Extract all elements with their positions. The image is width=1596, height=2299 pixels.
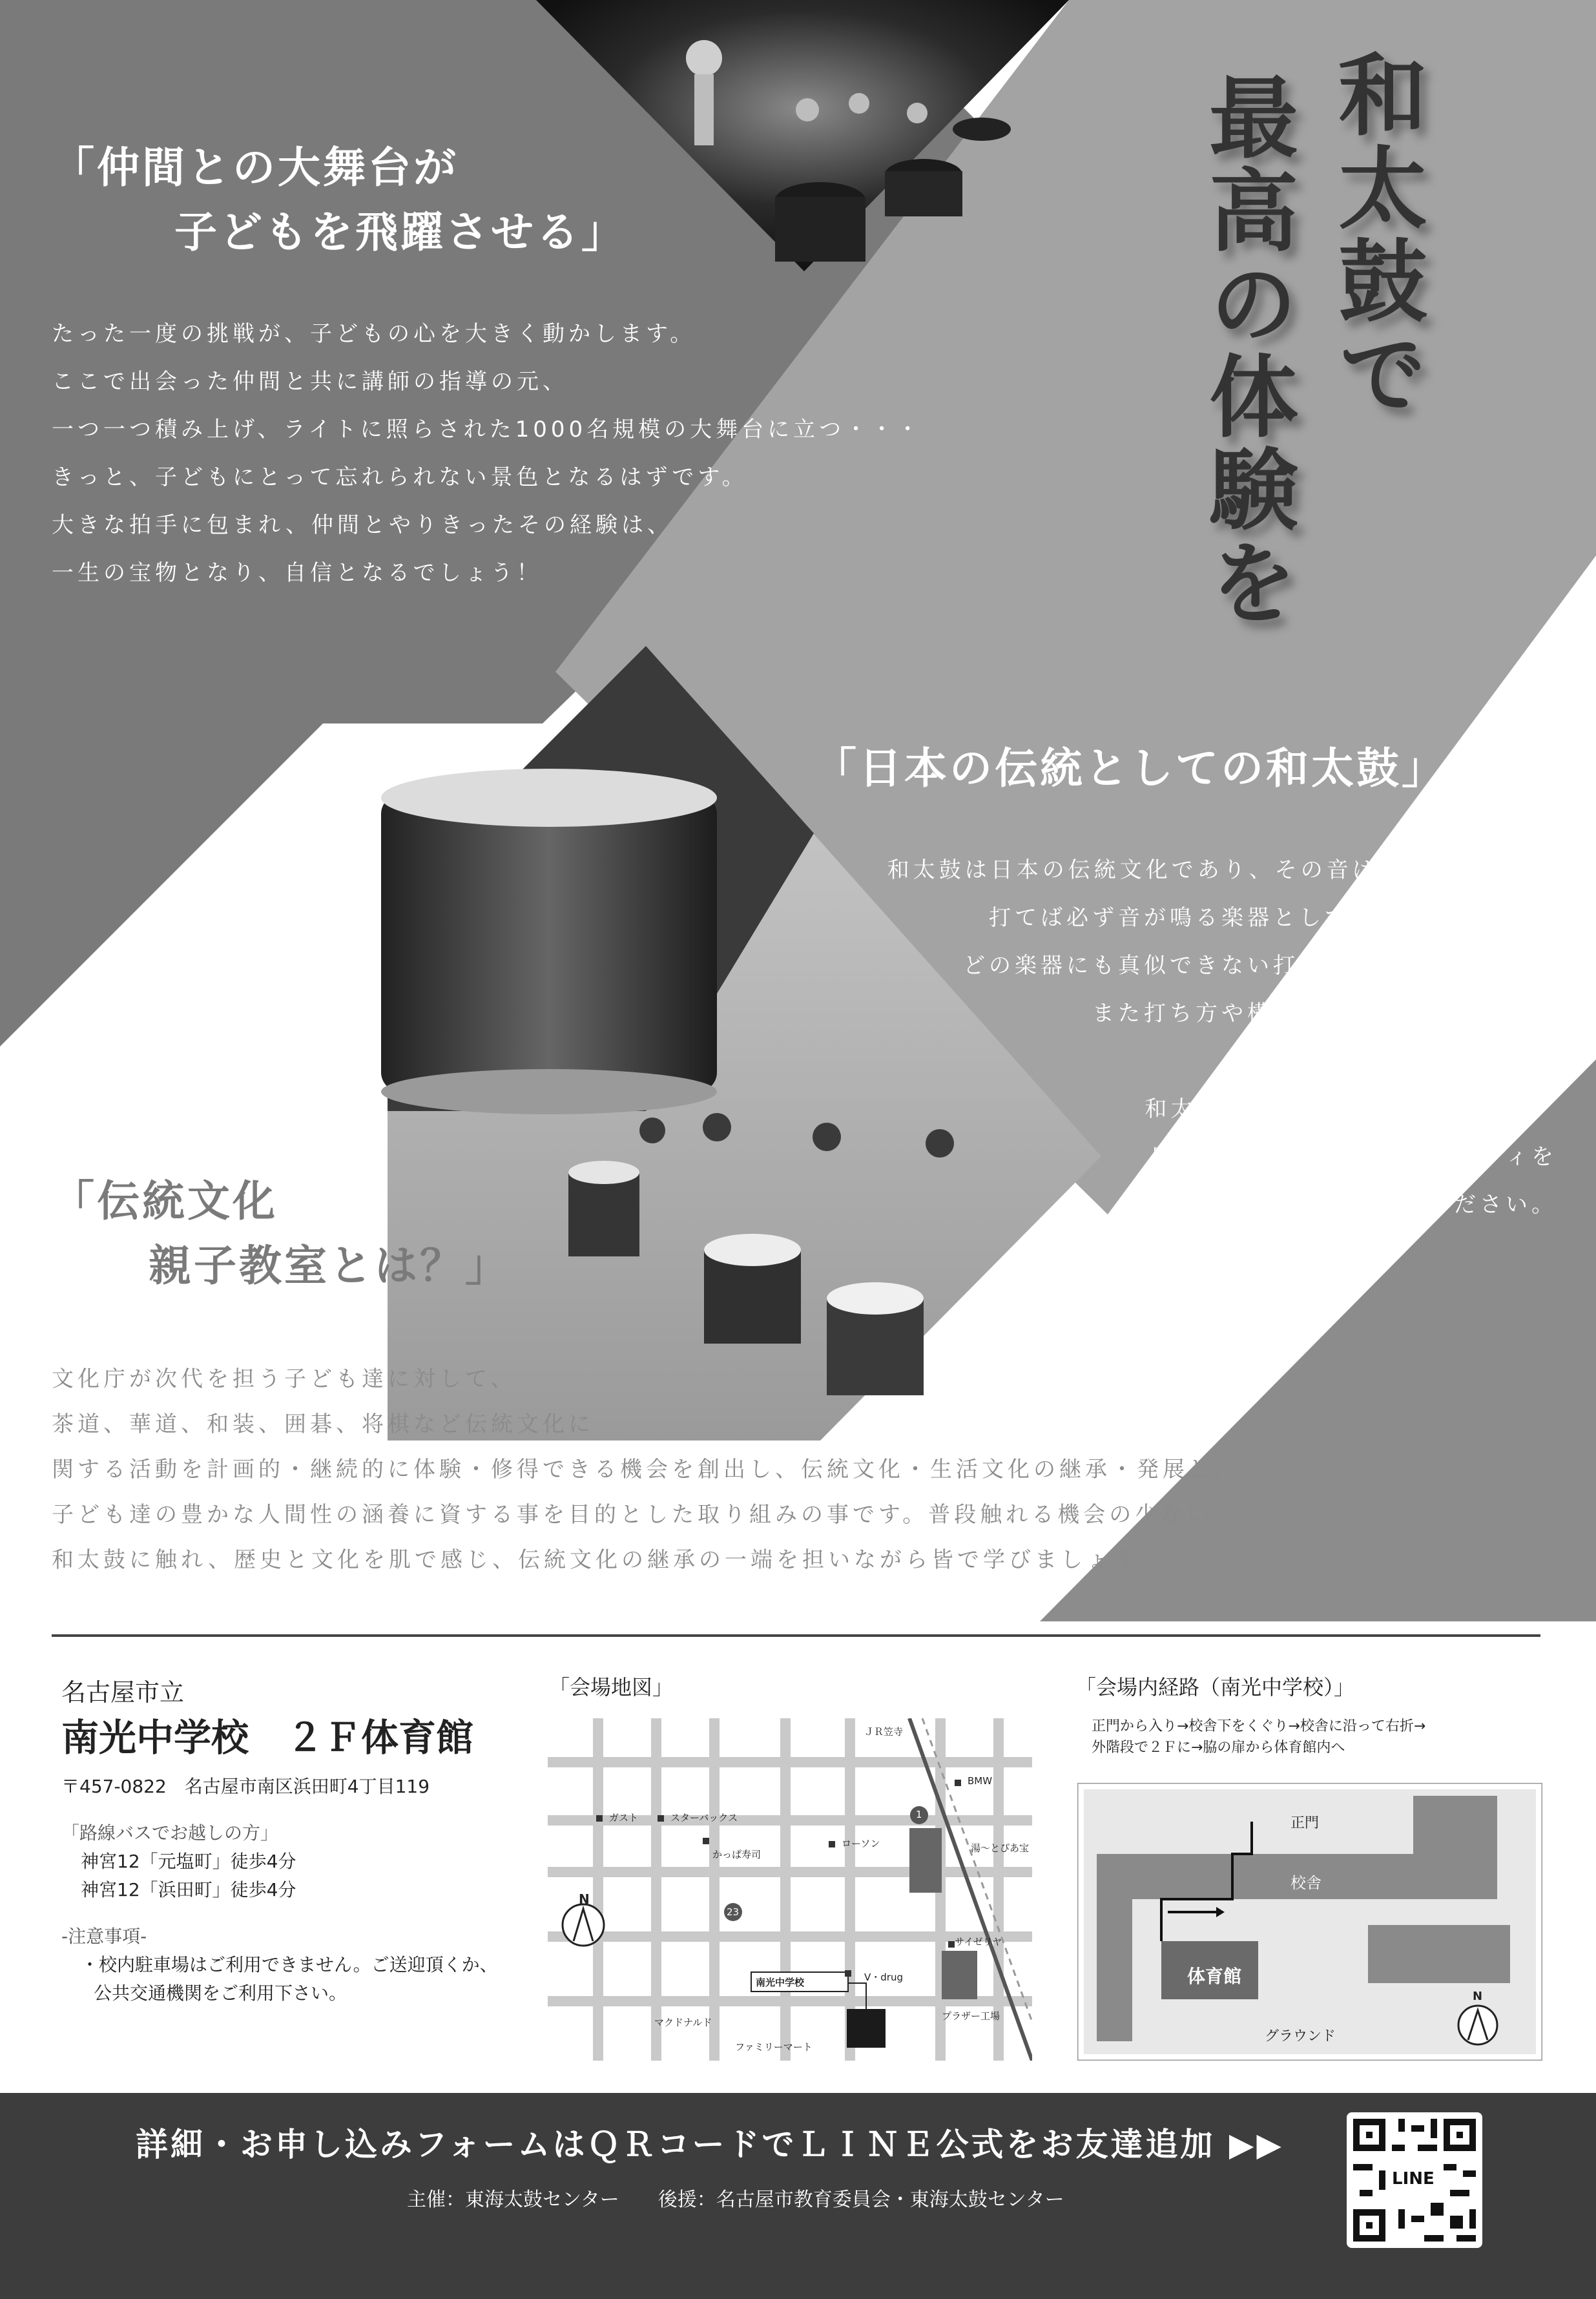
route-label-gym: 体育館 [1187,1966,1242,1987]
map-label-vdrug: V・drug [864,1971,903,1983]
map-label-north: N [579,1891,590,1907]
qr-code[interactable] [1347,2112,1482,2248]
section1-heading-line2: 子どもを飛躍させる」 [174,207,627,257]
route-map-title: 「会場内経路（南光中学校）」 [1075,1675,1355,1700]
big-drum [381,769,717,1114]
vertical-title-line2: 最高の体験を [1194,71,1298,629]
section2-line: また打ち方や構え方を通して日本文化が [1092,1001,1557,1026]
qr-line-label: LINE [1392,2169,1435,2189]
section1-line: 一つ一つ積み上げ、ライトに照らされた1000名規模の大舞台に立つ・・・ [52,417,923,442]
route-label-gate: 正門 [1290,1815,1320,1831]
route-desc-line2: 外階段で２Ｆに→脇の扉から体育館内へ [1092,1740,1345,1756]
section2-heading: 「日本の伝統としての和太鼓」 [814,744,1447,793]
section3-body [52,1357,1408,1583]
section2-line: どの楽器にも真似できない打ち心地と最大級の音。 [963,953,1557,979]
map-label-route23: 23 [727,1906,740,1918]
map-label-route1: 1 [916,1809,922,1820]
bus-heading: 「路線バスでお越しの方」 [61,1822,279,1844]
venue-city: 名古屋市立 [61,1678,185,1707]
section2-line: 日本人としてのアイデンティティを [1150,1144,1557,1170]
section1-line: 一生の宝物となり、自信となるでしょう！ [52,560,543,586]
map-label-mcd: マクドナルド [654,2017,712,2028]
route-label-ground: グラウンド [1265,2028,1336,2044]
footer-cta: 詳細・お申し込みフォームはＱＲコードでＬＩＮＥ公式をお友達追加 ▶▶ [136,2126,1284,2163]
gray-triangle-left-lower [0,646,400,1046]
section1-line: きっと、子どもにとって忘れられない景色となるはずです。 [52,464,748,490]
venue-name: 南光中学校 ２Ｆ体育館 [61,1716,474,1760]
section2-line: 見えてきます。 [1378,1048,1557,1074]
vertical-title-line1: 和太鼓で [1323,48,1427,421]
section3-line: 和太鼓に触れ、歴史と文化を肌で感じ、伝統文化の継承の一端を担いながら皆で学びましょう。 [52,1547,1165,1573]
map-label-gusto: ガスト [609,1812,639,1824]
map-label-famima: ファミリーマート [735,2041,813,2053]
notes-heading: -注意事項- [61,1926,147,1947]
route-label-building: 校舎 [1290,1874,1321,1892]
map-label-kappa: かっぱ寿司 [712,1849,762,1860]
section3-line: 文化庁が次代を担う子ども達に対して、 [52,1366,517,1392]
section3-line: 茶道、華道、和装、囲碁、将棋など伝統文化に [52,1411,594,1437]
section1-line: 大きな拍手に包まれ、仲間とやりきったその経験は、 [52,512,674,538]
section1-body [52,310,956,597]
section1-line: ここで出会った仲間と共に講師の指導の元、 [52,369,568,395]
section2-line: 和太鼓は日本の伝統文化であり、その音は心に響きます。 [887,857,1557,883]
section1-heading-line1: 「仲間との大舞台が [52,143,459,192]
map-label-jr: ＪＲ笠寺 [864,1726,904,1738]
section2-line: この機会に養ってください。 [1221,1192,1557,1218]
bus-line: 神宮12「浜田町」徒歩4分 [81,1879,296,1900]
map-label-bmw: BMW [968,1775,993,1787]
map-label-school: 南光中学校 [756,1977,805,1988]
section2-body [782,846,1557,1229]
area-map [548,1718,1032,2061]
footer-organizers: 主催：東海太鼓センター 後援：名古屋市教育委員会・東海太鼓センター [407,2189,1064,2211]
map-label-saizeriya: サイゼリヤ [955,1936,1002,1948]
route-map [1077,1783,1542,2061]
route-label-north: N [1473,1990,1483,2003]
notes-line: 公共交通機関をご利用下さい。 [94,1982,347,2004]
map-label-lawson: ローソン [842,1838,880,1849]
map-title: 「会場地図」 [549,1675,674,1700]
section2-line: 打てば必ず音が鳴る楽器としての親しみやすさや [989,905,1557,931]
section1-line: たった一度の挑戦が、子どもの心を大きく動かします。 [52,321,696,347]
section3-heading-line2: 親子教室とは？」 [149,1241,510,1291]
map-label-plaza: プラザー工場 [942,2010,1000,2022]
bus-line: 神宮12「元塩町」徒歩4分 [81,1851,296,1872]
section2-line: 和太鼓を通して日本の伝統を学び、 [1145,1096,1557,1122]
venue-address: 〒457-0822 名古屋市南区浜田町4丁目119 [61,1776,430,1797]
map-label-starbucks: スターバックス [670,1812,738,1824]
footer-bar [0,2093,1596,2299]
section3-heading-line1: 「伝統文化 [52,1176,278,1226]
divider-rule [52,1634,1540,1637]
map-label-tobi: 湯～とぴあ宝 [971,1842,1030,1854]
venue-info [61,1673,539,2008]
section3-line: 子ども達の豊かな人間性の涵養に資する事を目的とした取り組みの事です。普段触れる機会の少ない [52,1502,1213,1528]
notes-line: ・校内駐車場はご利用できません。ご送迎頂くか、 [81,1954,498,1975]
route-desc-line1: 正門から入り→校舎下をくぐり→校舎に沿って右折→ [1092,1718,1426,1734]
section3-line: 関する活動を計画的・継続的に体験・修得できる機会を創出し、伝統文化・生活文化の継承・発展と、 [52,1457,1240,1482]
